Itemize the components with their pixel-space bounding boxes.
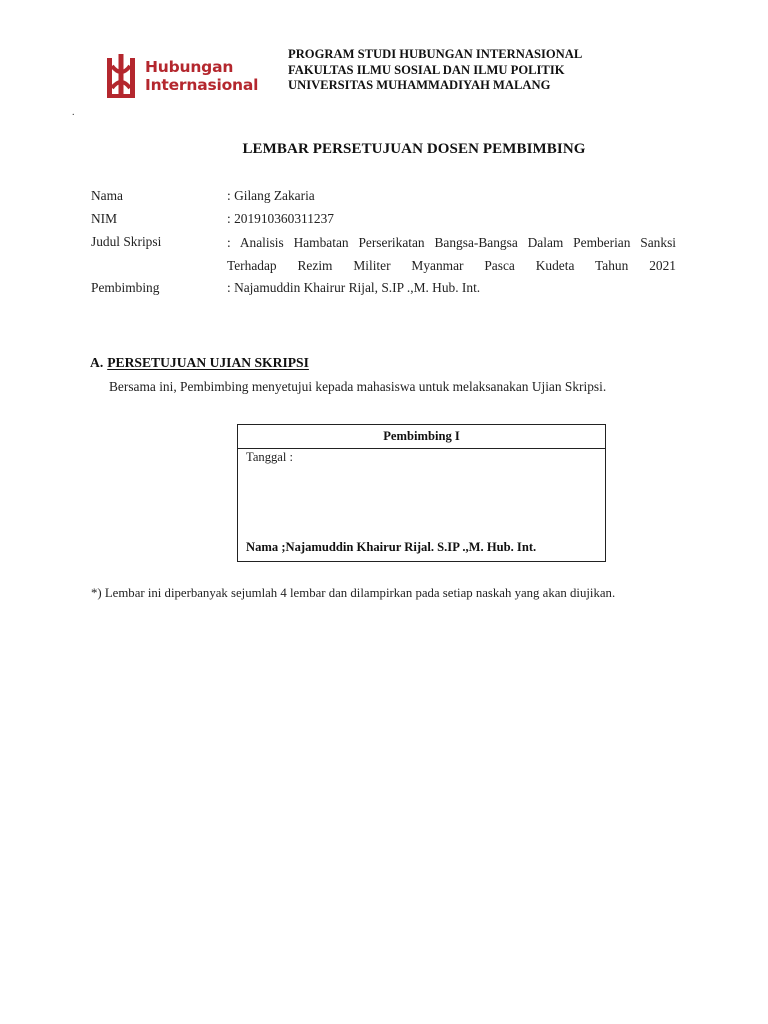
- section-a-letter: A.: [90, 355, 104, 370]
- field-nama-label: Nama: [91, 188, 123, 203]
- institution-line-program: PROGRAM STUDI HUBUNGAN INTERNASIONAL: [288, 47, 583, 61]
- field-pembimbing-label: Pembimbing: [91, 280, 160, 295]
- section-a-heading: [90, 355, 309, 371]
- field-nama-value: : Gilang Zakaria: [227, 188, 315, 203]
- stray-mark: .: [72, 107, 75, 118]
- signature-name-line: Nama ;Najamuddin Khairur Rijal. S.IP .,M. Hub. Int.: [246, 540, 537, 554]
- institution-line-faculty: FAKULTAS ILMU SOSIAL DAN ILMU POLITIK: [288, 62, 565, 77]
- institution-header: [288, 47, 582, 94]
- signature-box: [237, 424, 606, 562]
- field-judul-text: : Analisis Hambatan Perserikatan Bangsa-Bangsa Dalam Pemberian Sanksi Terhadap Rezim Militer Myanmar Pasca Kudeta Tahun 2021: [227, 235, 676, 273]
- field-pembimbing-value: : Najamuddin Khairur Rijal, S.IP .,M. Hub. Int.: [227, 280, 481, 295]
- logo-line-1: Hubungan: [145, 58, 234, 76]
- section-a-body: Bersama ini, Pembimbing menyetujui kepada mahasiswa untuk melaksanakan Ujian Skripsi.: [109, 379, 607, 394]
- field-nim-label: NIM: [91, 211, 118, 226]
- logo-mark-icon: [105, 54, 137, 100]
- logo-wordmark: [145, 58, 258, 94]
- hubungan-internasional-logo: [105, 54, 265, 100]
- document-title: LEMBAR PERSETUJUAN DOSEN PEMBIMBING: [242, 141, 586, 157]
- institution-line-university: UNIVERSITAS MUHAMMADIYAH MALANG: [288, 78, 551, 92]
- field-judul-label: Judul Skripsi: [91, 234, 162, 249]
- field-nim-value: : 201910360311237: [227, 211, 335, 226]
- signature-date-label: Tanggal :: [246, 450, 294, 464]
- footnote: *) Lembar ini diperbanyak sejumlah 4 lembar dan dilampirkan pada setiap naskah yang akan diujikan.: [91, 586, 616, 600]
- signature-box-header: Pembimbing I: [238, 425, 605, 449]
- section-a-title: PERSETUJUAN UJIAN SKRIPSI: [107, 355, 309, 370]
- logo-line-2: Internasional: [145, 76, 259, 94]
